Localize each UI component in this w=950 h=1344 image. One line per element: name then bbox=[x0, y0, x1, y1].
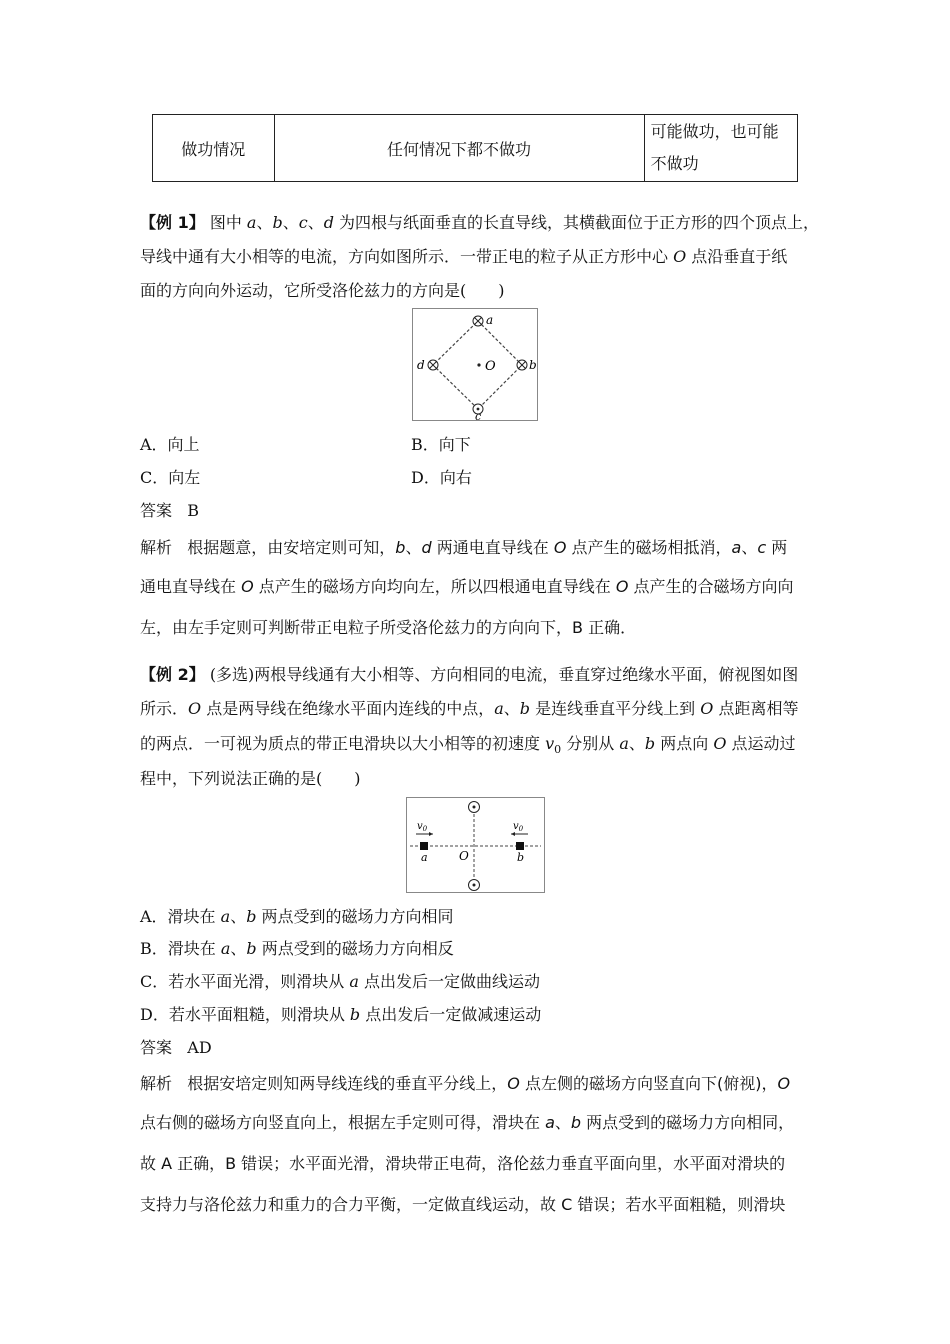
table-row bbox=[153, 115, 798, 182]
label-a: a bbox=[486, 313, 494, 327]
ex2-line3: 的两点．一可视为质点的带正电滑块以大小相等的初速度 $v_0$ 分别从 a、b 两点向 O 点运动过 bbox=[140, 734, 796, 757]
table-cell-lorentz: 任何情况下都不做功 bbox=[274, 115, 644, 182]
ex1-tag: 【例 1】 bbox=[140, 213, 205, 232]
label-v0-a: $v_0$ bbox=[417, 821, 428, 833]
slider-a-icon bbox=[420, 842, 428, 850]
ex2-analysis-line3: 故 A 正确，B 错误；水平面光滑，滑块带正电荷，洛伦兹力垂直平面向里，水平面对滑块的 bbox=[140, 1154, 786, 1173]
ex2-option-b: B．滑块在 a、b 两点受到的磁场力方向相反 bbox=[140, 939, 454, 958]
wire-top-icon bbox=[469, 802, 480, 813]
wire-bottom-icon bbox=[469, 880, 480, 891]
ex1-option-b: B．向下 bbox=[411, 435, 471, 454]
ex1-line2: 导线中通有大小相等的电流，方向如图所示．一带正电的粒子从正方形中心 O 点沿垂直于纸 bbox=[140, 247, 788, 266]
ex2-line4: 程中，下列说法正确的是( ) bbox=[140, 769, 361, 788]
ex2-analysis-line4: 支持力与洛伦兹力和重力的合力平衡，一定做直线运动，故 C 错误；若水平面粗糙，则滑块 bbox=[140, 1195, 786, 1214]
label-d: d bbox=[417, 358, 425, 372]
ex1-option-c: C．向左 bbox=[140, 468, 201, 487]
label-a: a bbox=[421, 851, 428, 864]
ex2-line1: 【例 2】 (多选)两根导线通有大小相等、方向相同的电流，垂直穿过绝缘水平面，俯视图如图 bbox=[140, 665, 799, 684]
ex2-tag: 【例 2】 bbox=[140, 665, 205, 684]
ex2-figure bbox=[406, 797, 545, 893]
label-v0-b: $v_0$ bbox=[513, 821, 524, 833]
ex1-figure bbox=[412, 308, 538, 421]
slider-b-icon bbox=[516, 842, 524, 850]
table-cell-label: 做功情况 bbox=[153, 115, 275, 182]
ex1-option-a: A．向上 bbox=[140, 435, 200, 454]
center-dot bbox=[477, 363, 480, 366]
label-b: b bbox=[529, 358, 537, 372]
ex2-option-a: A．滑块在 a、b 两点受到的磁场力方向相同 bbox=[140, 907, 454, 926]
wire-d-icon bbox=[428, 360, 438, 370]
ex1-option-d: D．向右 bbox=[411, 468, 472, 487]
ex1-analysis-line1: 解析 根据题意，由安培定则可知，b、d 两通电直导线在 O 点产生的磁场相抵消，a、c 两 bbox=[140, 538, 788, 557]
ex1-line3: 面的方向向外运动，它所受洛伦兹力的方向是( ) bbox=[140, 281, 505, 300]
ex2-answer: 答案 AD bbox=[140, 1038, 212, 1057]
label-O: O bbox=[459, 849, 469, 863]
label-O: O bbox=[485, 359, 496, 374]
ex1-line1: 【例 1】 图中 a、b、c、d 为四根与纸面垂直的长直导线，其横截面位于正方形的四个顶点上， bbox=[140, 213, 820, 232]
label-b: b bbox=[517, 851, 525, 864]
work-table bbox=[152, 114, 798, 182]
ex2-analysis-line2: 点右侧的磁场方向竖直向上，根据左手定则可得，滑块在 a、b 两点受到的磁场力方向相同， bbox=[140, 1113, 795, 1132]
ex2-line2: 所示．O 点是两导线在绝缘水平面内连线的中点，a、b 是连线垂直平分线上到 O 点距离相等 bbox=[140, 699, 799, 718]
ex1-analysis-line2: 通电直导线在 O 点产生的磁场方向均向左，所以四根通电直导线在 O 点产生的合磁场方向向 bbox=[140, 577, 794, 596]
table-cell-electric: 可能做功，也可能 不做功 bbox=[644, 115, 797, 182]
ex2-analysis-line1: 解析 根据安培定则知两导线连线的垂直平分线上，O 点左侧的磁场方向竖直向下(俯视)，O bbox=[140, 1074, 791, 1093]
ex2-option-c: C．若水平面光滑，则滑块从 a 点出发后一定做曲线运动 bbox=[140, 972, 540, 991]
label-c: c bbox=[475, 410, 482, 421]
ex2-option-d: D．若水平面粗糙，则滑块从 b 点出发后一定做减速运动 bbox=[140, 1005, 542, 1024]
ex1-answer: 答案 B bbox=[140, 501, 200, 520]
wire-b-icon bbox=[517, 360, 527, 370]
wire-a-icon bbox=[473, 316, 483, 326]
ex1-analysis-line3: 左，由左手定则可判断带正电粒子所受洛伦兹力的方向向下，B 正确． bbox=[140, 618, 637, 637]
